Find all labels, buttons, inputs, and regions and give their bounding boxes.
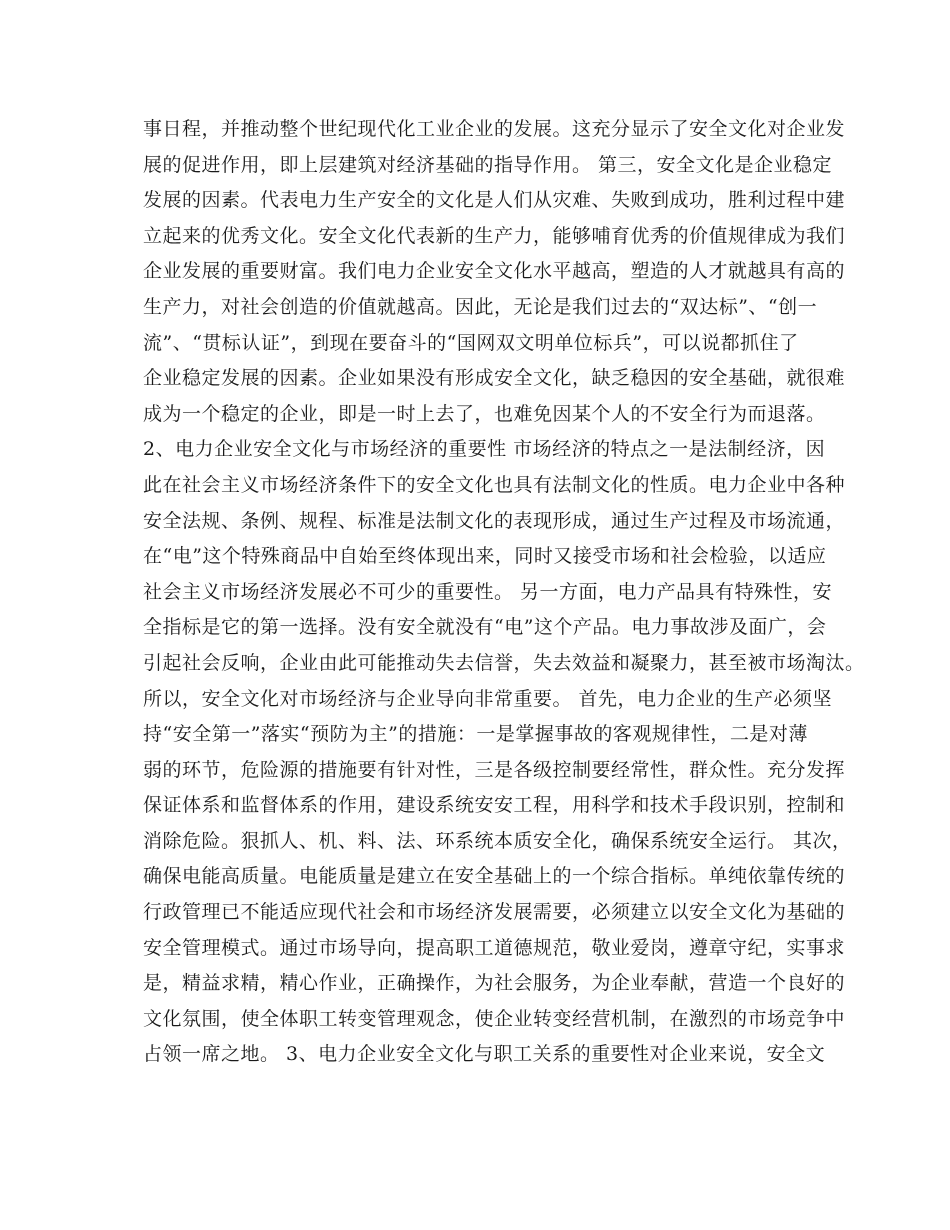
text-line: 持“安全第一”落实“预防为主”的措施：一是掌握事故的客观规律性，二是对薄: [143, 723, 808, 746]
text-line: 引起社会反响，企业由此可能推动失去信誉，失去效益和凝聚力，甚至被市场淘汰。: [143, 651, 865, 674]
text-line: 保证体系和监督体系的作用，建设系统安安工程，用科学和技术手段识别，控制和: [143, 794, 846, 817]
text-line: 流”、“贯标认证”，到现在要奋斗的“国网双文明单位标兵”，可以说都抓住了: [143, 331, 799, 354]
text-line: 是，精益求精，精心作业，正确操作，为社会服务，为企业奉献，营造一个良好的: [143, 972, 846, 995]
text-line: 企业发展的重要财富。我们电力企业安全文化水平越高，塑造的人才就越具有高的: [143, 260, 846, 283]
text-line: 事日程，并推动整个世纪现代化工业企业的发展。这充分显示了安全文化对企业发: [143, 118, 846, 140]
text-line: 展的促进作用，即上层建筑对经济基础的指导作用。 第三，安全文化是企业稳定: [143, 153, 833, 176]
text-line: 安全法规、条例、规程、标准是法制文化的表现形成，通过生产过程及市场流通，: [143, 509, 846, 532]
text-line: 社会主义市场经济发展必不可少的重要性。 另一方面，电力产品具有特殊性，安: [143, 580, 833, 603]
text-line: 成为一个稳定的企业，即是一时上去了，也难免因某个人的不安全行为而退落。: [143, 402, 826, 425]
text-line: 在“电”这个特殊商品中自始至终体现出来，同时又接受市场和社会检验，以适应: [143, 545, 827, 568]
text-line: 所以，安全文化对市场经济与企业导向非常重要。 首先，电力企业的生产必须坚: [143, 687, 833, 710]
text-line: 企业稳定发展的因素。企业如果没有形成安全文化，缺乏稳因的安全基础，就很难: [143, 367, 846, 390]
text-line: 行政管理已不能适应现代社会和市场经济发展需要，必须建立以安全文化为基础的: [143, 901, 846, 924]
text-line: 确保电能高质量。电能质量是建立在安全基础上的一个综合指标。单纯依靠传统的: [143, 865, 846, 888]
text-line: 发展的因素。代表电力生产安全的文化是人们从灾难、失败到成功，胜利过程中建: [143, 189, 846, 212]
text-line: 弱的环节，危险源的措施要有针对性，三是各级控制要经常性，群众性。充分发挥: [143, 758, 846, 781]
text-line: 占领一席之地。 3、电力企业安全文化与职工关系的重要性对企业来说，安全文: [143, 1043, 826, 1066]
text-line: 全指标是它的第一选择。没有安全就没有“电”这个产品。电力事故涉及面广，会: [143, 616, 827, 639]
text-line: 生产力，对社会创造的价值就越高。因此，无论是我们过去的“双达标”、“创一: [143, 295, 818, 318]
text-line: 2、电力企业安全文化与市场经济的重要性 市场经济的特点之一是法制经济，因: [143, 438, 826, 461]
text-line: 立起来的优秀文化。安全文化代表新的生产力，能够哺育优秀的价值规律成为我们: [143, 224, 846, 247]
text-line: 安全管理模式。通过市场导向，提高职工道德规范，敬业爱岗，遵章守纪，实事求: [143, 936, 846, 959]
text-line: 消除危险。狠抓人、机、料、法、环系统本质安全化，确保系统安全运行。 其次，: [143, 829, 852, 852]
body-text: [143, 112, 865, 1073]
text-line: 文化氛围，使全体职工转变管理观念，使企业转变经营机制，在激烈的市场竞争中: [143, 1007, 846, 1030]
text-line: 此在社会主义市场经济条件下的安全文化也具有法制文化的性质。电力企业中各种: [143, 473, 846, 496]
